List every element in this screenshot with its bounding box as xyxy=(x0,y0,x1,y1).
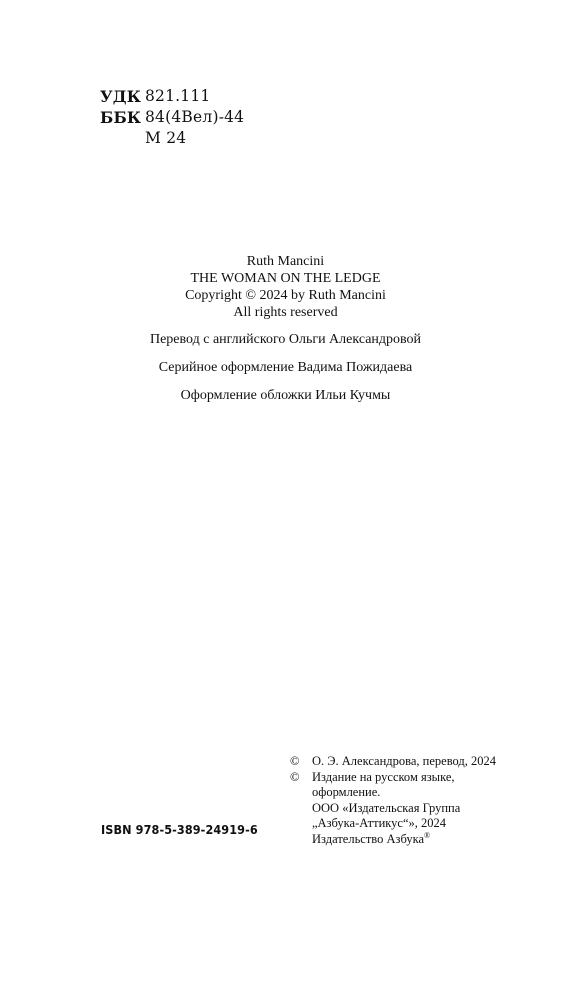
copyright-edition-line xyxy=(312,832,460,848)
udc-label: УДК xyxy=(100,87,142,106)
original-copyright: Copyright © 2024 by Ruth Mancini xyxy=(185,288,386,303)
rights-reserved: All rights reserved xyxy=(233,305,338,320)
copyright-block xyxy=(290,754,496,847)
copyright-edition-line: „Азбука-Аттикус“», 2024 xyxy=(312,816,447,830)
copyright-icon: © xyxy=(290,769,300,784)
publisher-name: Издательство Азбука xyxy=(312,831,425,846)
copyright-entry-edition xyxy=(290,770,496,848)
bbk-value: 84(4Вел)-44 xyxy=(145,108,245,126)
copyright-entry-translation xyxy=(290,754,496,770)
copyright-edition-text xyxy=(312,770,460,848)
classification-block xyxy=(100,86,244,149)
isbn: ISBN 978-5-389-24919-6 xyxy=(101,822,258,837)
translation-credit: Перевод с английского Ольги Александровой xyxy=(149,332,422,347)
copyright-translation-text: О. Э. Александрова, перевод, 2024 xyxy=(312,754,497,768)
bbk-row xyxy=(100,107,244,128)
credits-block xyxy=(0,253,571,405)
author-mark-row xyxy=(100,128,244,149)
cover-design-credit: Оформление обложки Ильи Кучмы xyxy=(180,388,391,403)
udc-row xyxy=(100,86,244,107)
bbk-label: ББК xyxy=(100,108,142,127)
copyright-icon: © xyxy=(290,754,300,768)
copyright-edition-line: Издание на русском языке, xyxy=(312,769,455,784)
registered-mark-icon: ® xyxy=(424,830,431,840)
copyright-edition-line: оформление. xyxy=(312,785,381,799)
copyright-edition-line: ООО «Издательская Группа xyxy=(312,800,461,815)
author-mark-label xyxy=(100,128,145,149)
original-title: THE WOMAN ON THE LEDGE xyxy=(190,271,381,286)
series-design-credit: Серийное оформление Вадима Пожидаева xyxy=(158,360,413,375)
udc-value: 821.111 xyxy=(145,87,211,105)
original-author: Ruth Mancini xyxy=(246,254,325,269)
author-mark-value: М 24 xyxy=(145,129,187,147)
